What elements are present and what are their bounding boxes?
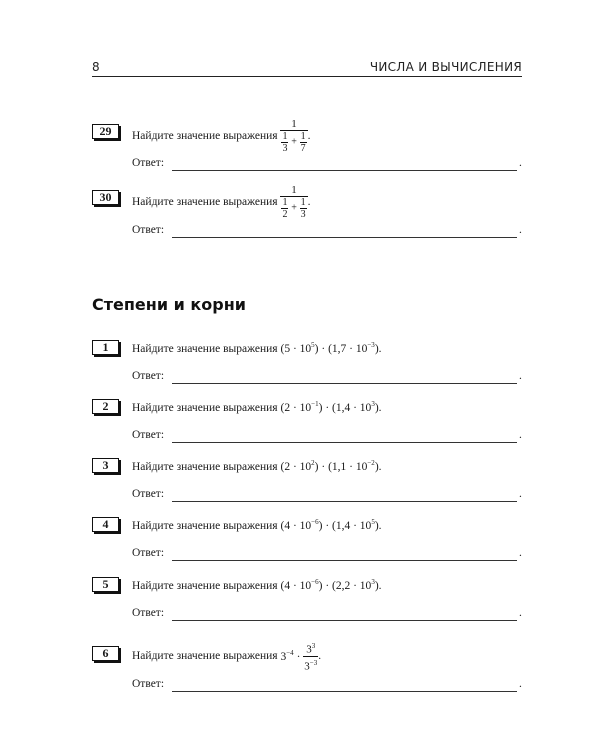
answer-line[interactable]: [172, 501, 517, 502]
task-number: 6: [92, 646, 119, 661]
task-number: 3: [92, 458, 119, 473]
task-prompt: Найдите значение выражения $3^{-4}$ · $\frac{3^3}{3^{-3}}$ .: [132, 642, 322, 673]
answer-line[interactable]: [172, 691, 517, 692]
page-number: 8: [92, 60, 100, 74]
task-number: 4: [92, 517, 119, 532]
answer-end-dot: .: [519, 547, 522, 559]
task-prompt: Найдите значение выражения 1 $\frac{1}{2}$ + $\frac{1}{3}$ .: [132, 184, 311, 220]
section-title: Степени и корни: [92, 295, 246, 314]
answer-label: Ответ:: [132, 429, 165, 441]
power-fraction: $\frac{3^3}{3^{-3}}$: [304, 642, 318, 673]
task-prompt: Найдите значение выражения 1 $\frac{1}{3}$ + $\frac{1}{7}$ .: [132, 118, 311, 154]
answer-label: Ответ:: [132, 157, 165, 169]
answer-line[interactable]: [172, 442, 517, 443]
task-number: 1: [92, 340, 119, 355]
task-number: 5: [92, 577, 119, 592]
answer-label: Ответ:: [132, 678, 165, 690]
answer-line[interactable]: [172, 383, 517, 384]
task-prompt: Найдите значение выражения $(2 \cdot 10^2) \cdot (1,1 \cdot 10^{-2})$.: [132, 459, 382, 473]
compound-fraction: 1 $\frac{1}{2}$ + $\frac{1}{3}$: [282, 184, 306, 220]
answer-label: Ответ:: [132, 547, 165, 559]
task-prompt: Найдите значение выражения $(5 \cdot 10^5) \cdot (1,7 \cdot 10^{-3})$.: [132, 341, 382, 355]
answer-label: Ответ:: [132, 370, 165, 382]
task-number: 29: [92, 124, 119, 139]
task-prompt: Найдите значение выражения $(2 \cdot 10^{-1}) \cdot (1,4 \cdot 10^3)$.: [132, 400, 382, 414]
answer-label: Ответ:: [132, 488, 165, 500]
task-number: 30: [92, 190, 119, 205]
answer-end-dot: .: [519, 370, 522, 382]
answer-end-dot: .: [519, 488, 522, 500]
answer-end-dot: .: [519, 429, 522, 441]
answer-end-dot: .: [519, 678, 522, 690]
running-header-title: ЧИСЛА И ВЫЧИСЛЕНИЯ: [369, 60, 522, 74]
task-prompt: Найдите значение выражения $(4 \cdot 10^{-6}) \cdot (1,4 \cdot 10^5)$.: [132, 518, 382, 532]
answer-line[interactable]: [172, 170, 517, 171]
answer-label: Ответ:: [132, 224, 165, 236]
answer-end-dot: .: [519, 224, 522, 236]
answer-label: Ответ:: [132, 607, 165, 619]
answer-line[interactable]: [172, 560, 517, 561]
header-rule: [92, 76, 522, 77]
answer-line[interactable]: [172, 620, 517, 621]
task-prompt: Найдите значение выражения $(4 \cdot 10^{-6}) \cdot (2,2 \cdot 10^3)$.: [132, 578, 382, 592]
answer-line[interactable]: [172, 237, 517, 238]
task-number: 2: [92, 399, 119, 414]
compound-fraction: 1 $\frac{1}{3}$ + $\frac{1}{7}$: [282, 118, 306, 154]
answer-end-dot: .: [519, 607, 522, 619]
answer-end-dot: .: [519, 157, 522, 169]
